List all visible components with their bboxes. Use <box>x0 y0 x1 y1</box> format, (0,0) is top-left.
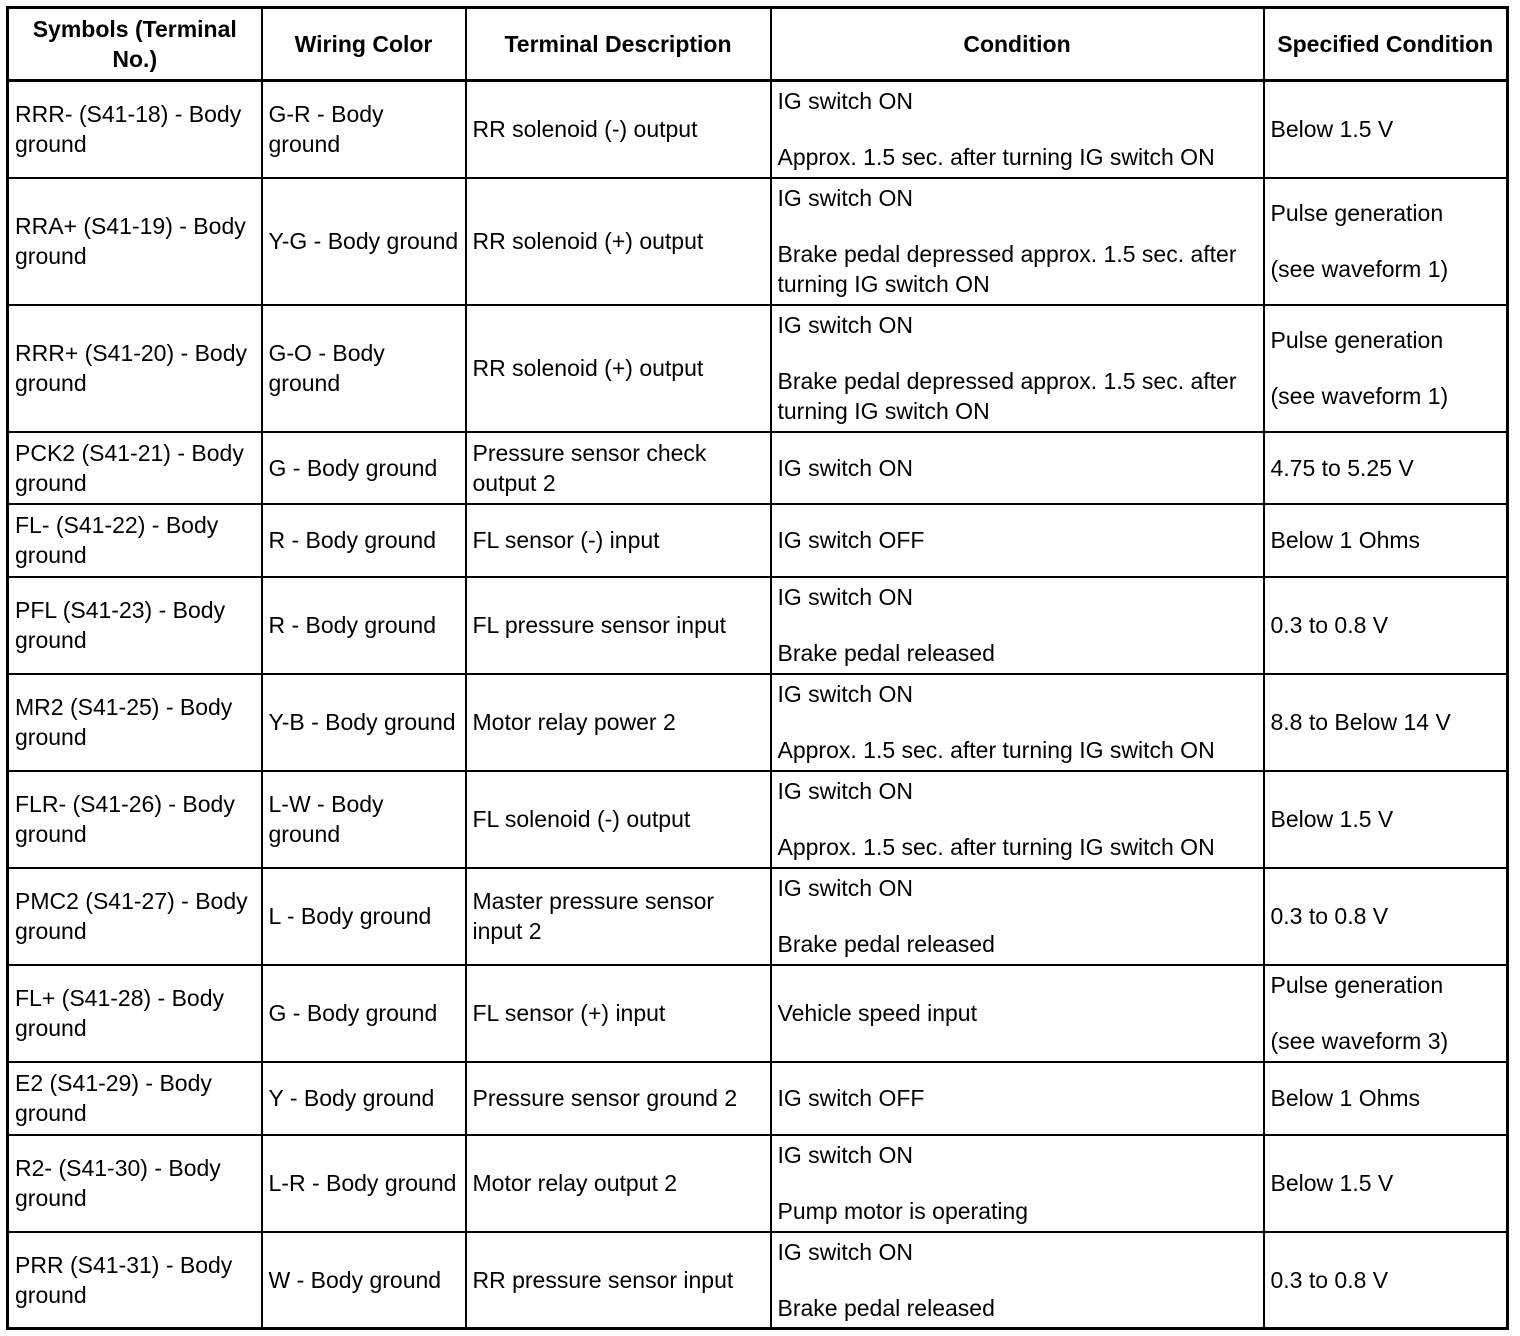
condition-line: IG switch ON <box>777 1238 913 1265</box>
symbol-cell: FLR- (S41-26) - Body ground <box>8 771 262 868</box>
specified-line: 4.75 to 5.25 V <box>1270 454 1414 481</box>
specified-line: (see waveform 3) <box>1270 1028 1449 1054</box>
specified-line: 0.3 to 0.8 V <box>1270 903 1389 929</box>
terminal-description-cell: RR solenoid (-) output <box>466 81 771 178</box>
wiring-color-cell: Y-B - Body ground <box>262 674 466 771</box>
condition-line: IG switch ON <box>777 681 913 707</box>
condition-line: IG switch ON <box>777 312 913 338</box>
table-row <box>8 965 1508 1062</box>
specified-condition-cell <box>1264 868 1508 965</box>
specified-condition-cell <box>1264 1135 1508 1232</box>
condition-line: IG switch ON <box>777 88 913 115</box>
wiring-color-cell: L-W - Body ground <box>262 771 466 868</box>
terminal-description-cell: FL solenoid (-) output <box>466 771 771 868</box>
specified-condition-cell <box>1264 674 1508 771</box>
wiring-color-cell: Y-G - Body ground <box>262 178 466 305</box>
specified-line: (see waveform 1) <box>1270 256 1449 282</box>
condition-line: Vehicle speed input <box>777 1000 977 1026</box>
wiring-color-cell: R - Body ground <box>262 504 466 577</box>
specified-line: Pulse generation <box>1270 200 1444 226</box>
header-terminal-description: Terminal Description <box>466 8 771 81</box>
condition-line: Pump motor is operating <box>777 1198 1029 1224</box>
specified-condition-cell <box>1264 577 1508 674</box>
symbol-cell: PCK2 (S41-21) - Body ground <box>8 432 262 504</box>
wiring-color-cell: L-R - Body ground <box>262 1135 466 1232</box>
table-row <box>8 1232 1508 1329</box>
symbol-cell: PMC2 (S41-27) - Body ground <box>8 868 262 965</box>
table-row <box>8 1062 1508 1135</box>
header-row <box>8 8 1508 81</box>
symbol-cell: FL+ (S41-28) - Body ground <box>8 965 262 1062</box>
condition-cell <box>771 577 1264 674</box>
wiring-color-cell: Y - Body ground <box>262 1062 466 1135</box>
terminal-description-cell: FL pressure sensor input <box>466 577 771 674</box>
table-row <box>8 1135 1508 1232</box>
specified-line: Below 1 Ohms <box>1270 1085 1421 1111</box>
wiring-color-cell: G - Body ground <box>262 432 466 504</box>
condition-line: Brake pedal depressed approx. 1.5 sec. after turning IG switch ON <box>777 368 1237 424</box>
condition-cell <box>771 1232 1264 1329</box>
condition-cell <box>771 965 1264 1062</box>
wiring-color-cell: G - Body ground <box>262 965 466 1062</box>
symbol-cell: FL- (S41-22) - Body ground <box>8 504 262 577</box>
header-specified-condition: Specified Condition <box>1264 8 1508 81</box>
specified-line: Below 1.5 V <box>1270 806 1394 832</box>
condition-line: Brake pedal released <box>777 640 995 666</box>
condition-cell <box>771 868 1264 965</box>
symbol-cell: MR2 (S41-25) - Body ground <box>8 674 262 771</box>
condition-cell <box>771 674 1264 771</box>
symbol-cell: E2 (S41-29) - Body ground <box>8 1062 262 1135</box>
specified-line: 0.3 to 0.8 V <box>1270 612 1389 638</box>
terminal-description-cell: Motor relay output 2 <box>466 1135 771 1232</box>
wiring-color-cell: G-O - Body ground <box>262 305 466 432</box>
condition-cell <box>771 1062 1264 1135</box>
condition-cell <box>771 771 1264 868</box>
specified-line: 8.8 to Below 14 V <box>1270 709 1451 735</box>
condition-cell <box>771 305 1264 432</box>
condition-cell <box>771 1135 1264 1232</box>
condition-line: IG switch OFF <box>777 1085 925 1111</box>
condition-line: Approx. 1.5 sec. after turning IG switch ON <box>777 834 1215 860</box>
specified-condition-cell <box>1264 504 1508 577</box>
table-row <box>8 577 1508 674</box>
condition-cell <box>771 432 1264 504</box>
header-wiring-color: Wiring Color <box>262 8 466 81</box>
specified-condition-cell <box>1264 1232 1508 1329</box>
condition-line: Approx. 1.5 sec. after turning IG switch ON <box>777 144 1215 171</box>
specified-condition-cell <box>1264 178 1508 305</box>
specified-line: 0.3 to 0.8 V <box>1270 1266 1389 1293</box>
terminal-description-cell: Pressure sensor check output 2 <box>466 432 771 504</box>
wiring-color-cell: G-R - Body ground <box>262 81 466 178</box>
condition-line: IG switch ON <box>777 875 913 901</box>
condition-cell <box>771 178 1264 305</box>
symbol-cell: R2- (S41-30) - Body ground <box>8 1135 262 1232</box>
condition-line: IG switch ON <box>777 778 913 804</box>
terminal-description-cell: RR pressure sensor input <box>466 1232 771 1329</box>
header-condition: Condition <box>771 8 1264 81</box>
symbol-cell: RRR- (S41-18) - Body ground <box>8 81 262 178</box>
table-row <box>8 178 1508 305</box>
table-row <box>8 432 1508 504</box>
symbol-cell: RRA+ (S41-19) - Body ground <box>8 178 262 305</box>
table-row <box>8 305 1508 432</box>
table-row <box>8 81 1508 178</box>
specified-condition-cell <box>1264 1062 1508 1135</box>
specified-line: Below 1.5 V <box>1270 116 1394 143</box>
wiring-color-cell: R - Body ground <box>262 577 466 674</box>
condition-cell <box>771 81 1264 178</box>
table-row <box>8 504 1508 577</box>
specified-line: Below 1.5 V <box>1270 1170 1394 1196</box>
wiring-color-cell: W - Body ground <box>262 1232 466 1329</box>
symbol-cell: RRR+ (S41-20) - Body ground <box>8 305 262 432</box>
terminal-spec-table <box>6 6 1509 1330</box>
terminal-description-cell: RR solenoid (+) output <box>466 305 771 432</box>
condition-line: Brake pedal released <box>777 931 995 957</box>
terminal-description-cell: FL sensor (+) input <box>466 965 771 1062</box>
symbol-cell: PRR (S41-31) - Body ground <box>8 1232 262 1329</box>
specified-line: Pulse generation <box>1270 327 1444 353</box>
specified-line: Pulse generation <box>1270 972 1444 998</box>
condition-line: IG switch ON <box>777 185 913 211</box>
terminal-description-cell: Master pressure sensor input 2 <box>466 868 771 965</box>
symbol-cell: PFL (S41-23) - Body ground <box>8 577 262 674</box>
condition-line: Brake pedal released <box>777 1294 995 1321</box>
terminal-description-cell: FL sensor (-) input <box>466 504 771 577</box>
condition-line: Approx. 1.5 sec. after turning IG switch ON <box>777 737 1215 763</box>
table-body <box>8 81 1508 1329</box>
terminal-description-cell: RR solenoid (+) output <box>466 178 771 305</box>
specified-condition-cell <box>1264 432 1508 504</box>
wiring-color-cell: L - Body ground <box>262 868 466 965</box>
specified-condition-cell <box>1264 305 1508 432</box>
terminal-description-cell: Pressure sensor ground 2 <box>466 1062 771 1135</box>
condition-line: IG switch ON <box>777 454 913 481</box>
specified-condition-cell <box>1264 771 1508 868</box>
terminal-description-cell: Motor relay power 2 <box>466 674 771 771</box>
specified-condition-cell <box>1264 81 1508 178</box>
table-row <box>8 868 1508 965</box>
condition-cell <box>771 504 1264 577</box>
condition-line: IG switch ON <box>777 1142 913 1168</box>
specified-line: (see waveform 1) <box>1270 383 1449 409</box>
condition-line: IG switch OFF <box>777 527 925 553</box>
specified-line: Below 1 Ohms <box>1270 527 1421 553</box>
condition-line: Brake pedal depressed approx. 1.5 sec. after turning IG switch ON <box>777 241 1237 297</box>
table-row <box>8 771 1508 868</box>
condition-line: IG switch ON <box>777 584 913 610</box>
specified-condition-cell <box>1264 965 1508 1062</box>
header-symbols: Symbols (Terminal No.) <box>8 8 262 81</box>
table-row <box>8 674 1508 771</box>
